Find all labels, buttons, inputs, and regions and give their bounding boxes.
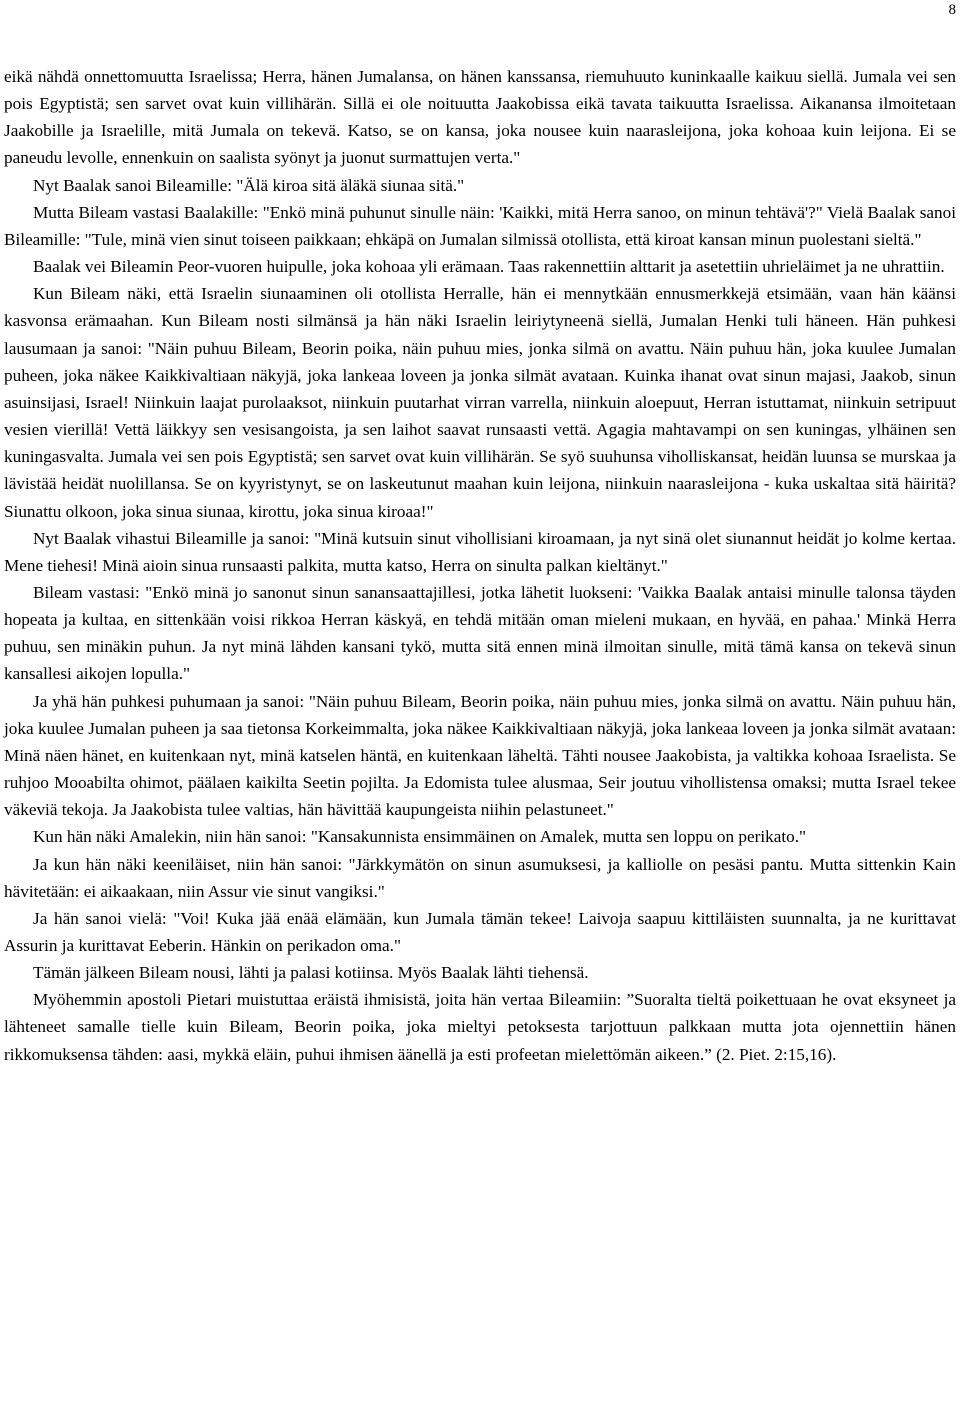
- document-body: [4, 63, 956, 1068]
- page-number: 8: [948, 2, 956, 18]
- paragraph-7: Bileam vastasi: "Enkö minä jo sanonut sinun sanansaattajillesi, jotka lähetit luokseni: 'Vaikka Baalak antaisi minulle talonsa täyden hopeata ja kultaa, en sittenkään voisi rikkoa Herran käskyä, en tehdä mitään oman mieleni mukaan, en hyvää, en pahaa.' Minkä Herra puhuu, sen minäkin puhun. Ja nyt minä lähden kansani tykö, mutta sitä ennen minä ilmoitan sinulle, mitä tämä kansa on tekevä sinun kansallesi aikojen lopulla.": [4, 582, 956, 684]
- paragraph-9: Kun hän näki Amalekin, niin hän sanoi: "Kansakunnista ensimmäinen on Amalek, mutta sen loppu on perikato.": [33, 827, 807, 847]
- paragraph-5: Kun Bileam näki, että Israelin siunaaminen oli otollista Herralle, hän ei mennytkään ennusmerkkejä etsimään, vaan hän käänsi kasvonsa erämaahan. Kun Bileam nosti silmänsä ja hän näki Israelin leiriytyneenä siellä, Jumalan Henki tuli häneen. Hän puhkesi lausumaan ja sanoi: "Näin puhuu Bileam, Beorin poika, näin puhuu mies, jonka silmä on avattu. Näin puhuu hän, joka kuulee Jumalan puheen, joka näkee Kaikkivaltiaan näkyjä, joka lankeaa loveen ja jonka silmät avataan. Kuinka ihanat ovat sinun majasi, Jaakob, sinun asuinsijasi, Israel! Niinkuin laajat purolaaksot, niinkuin puutarhat virran varrella, niinkuin aloepuut, Herran istuttamat, niinkuin setripuut vesien vierillä! Vettä läikkyy sen vesisangoista, ja sen laihot saavat runsaasti vettä. Agagia mahtavampi on sen kuningas, ylhäinen sen kuningasvalta. Jumala vei sen pois Egyptistä; sen sarvet ovat kuin villihärän. Se syö suuhunsa viholliskansat, heidän luunsa se murskaa ja lävistää heidät nuolillansa. Se on kyyristynyt, se on laskeutunut maahan kuin leijona, niinkuin naarasleijona - kuka uskaltaa sitä häiritä? Siunattu olkoon, joka sinua siunaa, kirottu, joka sinua kiroaa!": [4, 284, 956, 521]
- paragraph-4: Baalak vei Bileamin Peor-vuoren huipulle, joka kohoaa yli erämaan. Taas rakennettiin alttarit ja asetettiin uhrieläimet ja ne uhrattiin.: [33, 257, 945, 277]
- paragraph-12: Tämän jälkeen Bileam nousi, lähti ja palasi kotiinsa. Myös Baalak lähti tiehensä.: [33, 963, 589, 983]
- paragraph-8: Ja yhä hän puhkesi puhumaan ja sanoi: "Näin puhuu Bileam, Beorin poika, näin puhuu mies, jonka silmä on avattu. Näin puhuu hän, joka kuulee Jumalan puheen ja saa tietonsa Korkeimmalta, joka näkee Kaikkivaltiaan näkyjä, joka lankeaa loveen ja jonka silmät avataan: Minä näen hänet, en kuitenkaan nyt, minä katselen häntä, en kuitenkaan läheltä. Tähti nousee Jaakobista, ja valtikka kohoaa Israelista. Se ruhjoo Mooabilta ohimot, päälaen kaikilta Seetin pojilta. Ja Edomista tulee alusmaa, Seir joutuu vihollistensa omaksi; mutta Israel tekee väkeviä tekoja. Ja Jaakobista tulee valtias, hän hävittää kaupungeista niihin pelastuneet.": [4, 691, 956, 820]
- paragraph-10: Ja kun hän näki keeniläiset, niin hän sanoi: "Järkkymätön on sinun asumuksesi, ja kalliolle on pesäsi pantu. Mutta sittenkin Kain hävitetään: ei aikaakaan, niin Assur vie sinut vangiksi.": [4, 854, 956, 901]
- paragraph-1: eikä nähdä onnettomuutta Israelissa; Herra, hänen Jumalansa, on hänen kanssansa, riemuhuuto kuninkaalle kaikuu siellä. Jumala vei sen pois Egyptistä; sen sarvet ovat kuin villihärän. Sillä ei ole noituutta Jaakobissa eikä tavata taikuutta Israelissa. Aikanansa ilmoitetaan Jaakobille ja Israelille, mitä Jumala on tekevä. Katso, se on kansa, joka nousee kuin naarasleijona, joka kohoaa kuin leijona. Ei se paneudu levolle, ennenkuin on saalista syönyt ja juonut surmattujen verta.": [4, 67, 956, 168]
- paragraph-11: Ja hän sanoi vielä: "Voi! Kuka jää enää elämään, kun Jumala tämän tekee! Laivoja saapuu kittiläisten suunnalta, ja ne kurittavat Assurin ja kurittavat Eeberin. Hänkin on perikadon oma.": [4, 908, 956, 955]
- paragraph-2: Nyt Baalak sanoi Bileamille: "Älä kiroa sitä äläkä siunaa sitä.": [33, 175, 465, 195]
- paragraph-6: Nyt Baalak vihastui Bileamille ja sanoi: "Minä kutsuin sinut vihollisiani kiroamaan, ja nyt sinä olet siunannut heidät jo kolme kertaa. Mene tiehesi! Minä aioin sinua runsaasti palkita, mutta katso, Herra on sinulta palkan kieltänyt.": [4, 528, 956, 575]
- paragraph-13: Myöhemmin apostoli Pietari muistuttaa eräistä ihmisistä, joita hän vertaa Bileamiin: ”Suoralta tieltä poikettuaan he ovat eksyneet ja lähteneet samalle tielle kuin Bileam, Beorin poika, joka mieltyi petoksesta tarjottuun palkkaan mutta jota ojennettiin hänen rikkomuksensa tähden: aasi, mykkä eläin, puhui ihmisen äänellä ja esti profeetan mielettömän aikeen.” (2. Piet. 2:15,16).: [4, 990, 956, 1064]
- paragraph-3: Mutta Bileam vastasi Baalakille: "Enkö minä puhunut sinulle näin: 'Kaikki, mitä Herra sanoo, on minun tehtävä'?" Vielä Baalak sanoi Bileamille: "Tule, minä vien sinut toiseen paikkaan; ehkäpä on Jumalan silmissä otollista, että kiroat kansan minun puolestani sieltä.": [4, 202, 956, 249]
